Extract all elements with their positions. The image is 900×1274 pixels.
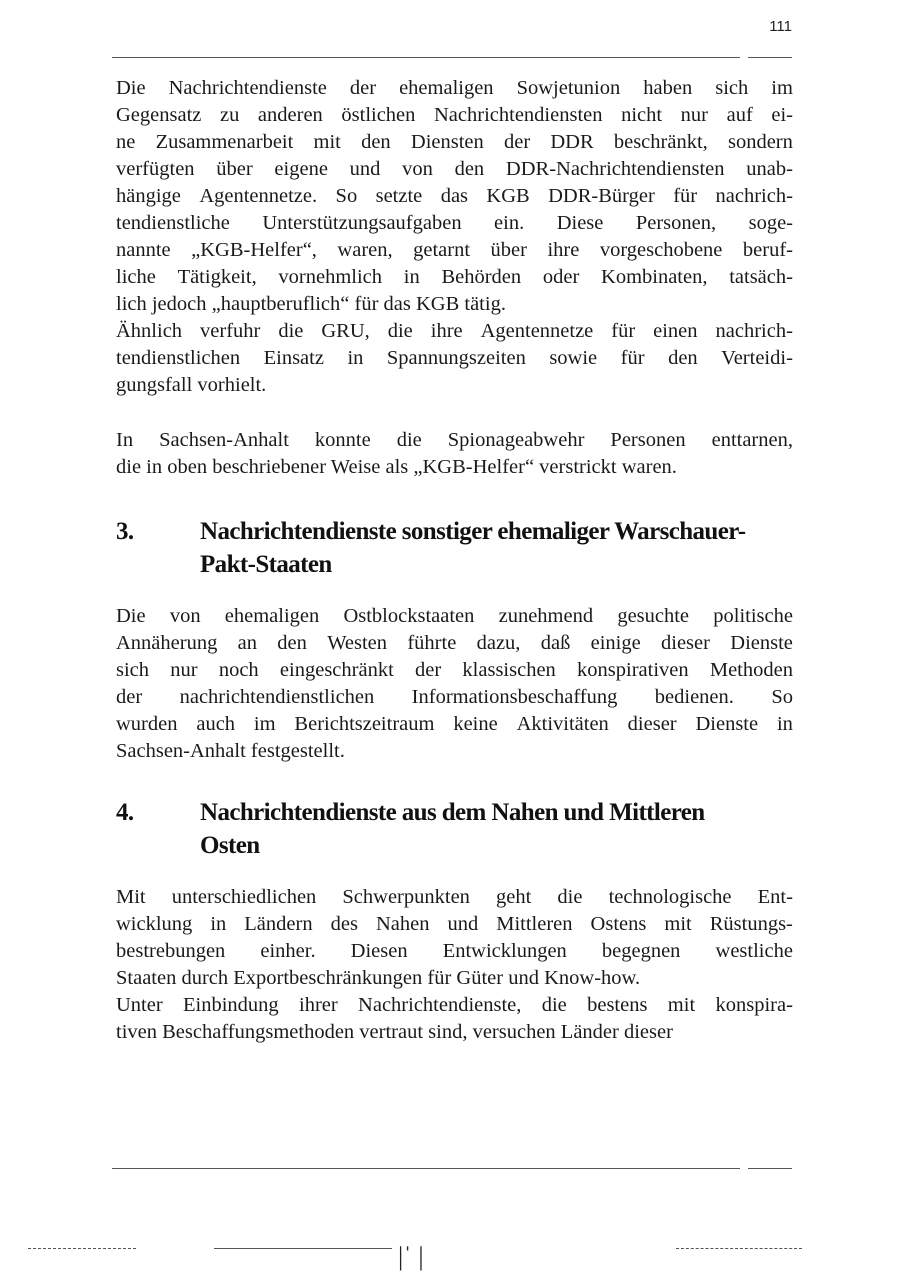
section-title: [200, 515, 800, 581]
paragraph-gru: [116, 318, 793, 399]
text-line: verfügten über eigene und von den DDR-Nachrichtendiensten unab-: [116, 158, 793, 180]
text-line: wurden auch im Berichtszeitraum keine Aktivitäten dieser Dienste in: [116, 713, 793, 735]
text-line: liche Tätigkeit, vornehmlich in Behörden oder Kombinaten, tatsäch-: [116, 266, 793, 288]
text-line: Gegensatz zu anderen östlichen Nachrichtendiensten nicht nur auf ei-: [116, 104, 793, 126]
paragraph-saxony-anhalt: [116, 427, 793, 481]
section-title-line: Nachrichtendienste sonstiger ehemaliger Warschauer-: [200, 518, 746, 545]
page-number: 111: [769, 18, 792, 35]
header-rule-right: [748, 57, 792, 58]
paragraph-eastern-bloc: [116, 603, 793, 765]
section-title-line: Pakt-Staaten: [200, 551, 332, 578]
text-line: Die von ehemaligen Ostblockstaaten zunehmend gesuchte politische: [116, 605, 793, 627]
paragraph-middle-east: [116, 884, 793, 992]
section-title-line: Osten: [200, 832, 260, 859]
section-title-line: Nachrichtendienste aus dem Nahen und Mittleren: [200, 799, 705, 826]
bottom-rule-right: [676, 1248, 802, 1249]
text-line: Annäherung an den Westen führte dazu, daß einige dieser Dienste: [116, 632, 793, 654]
text-line: der nachrichtendienstlichen Informationsbeschaffung bedienen. So: [116, 686, 793, 708]
text-line: wicklung in Ländern des Nahen und Mittleren Ostens mit Rüstungs-: [116, 913, 793, 935]
section-number: 4.: [116, 799, 134, 826]
text-line: Die Nachrichtendienste der ehemaligen Sowjetunion haben sich im: [116, 77, 793, 99]
bottom-rule-left: [28, 1248, 136, 1249]
section-title: [200, 796, 800, 862]
header-rule-left: [112, 57, 740, 58]
footer-rule-left: [112, 1168, 740, 1169]
text-line: Unter Einbindung ihrer Nachrichtendienste, die bestens mit konspira-: [116, 994, 793, 1016]
text-line: tendienstliche Unterstützungsaufgaben ein. Diese Personen, soge-: [116, 212, 793, 234]
footer-rule-right: [748, 1168, 792, 1169]
scan-margin-marks: |ˈ |: [398, 1242, 424, 1271]
text-line: tiven Beschaffungsmethoden vertraut sind, versuchen Länder dieser: [116, 1021, 673, 1043]
paragraph-soviet-services: [116, 75, 793, 318]
text-line: nannte „KGB-Helfer“, waren, getarnt über ihre vorgeschobene beruf-: [116, 239, 793, 261]
text-line: Sachsen-Anhalt festgestellt.: [116, 740, 345, 762]
text-line: hängige Agentennetze. So setzte das KGB DDR-Bürger für nachrich-: [116, 185, 793, 207]
text-line: bestrebungen einher. Diesen Entwicklungen begegnen westliche: [116, 940, 793, 962]
text-line: sich nur noch eingeschränkt der klassischen konspirativen Methoden: [116, 659, 793, 681]
text-line: Ähnlich verfuhr die GRU, die ihre Agentennetze für einen nachrich-: [116, 320, 793, 342]
bottom-rule-mid: [214, 1248, 392, 1249]
text-line: Staaten durch Exportbeschränkungen für Güter und Know-how.: [116, 967, 641, 989]
text-line: Mit unterschiedlichen Schwerpunkten geht die technologische Ent-: [116, 886, 793, 908]
text-line: tendienstlichen Einsatz in Spannungszeiten sowie für den Verteidi-: [116, 347, 793, 369]
text-line: lich jedoch „hauptberuflich“ für das KGB tätig.: [116, 293, 506, 315]
text-line: ne Zusammenarbeit mit den Diensten der DDR beschränkt, sondern: [116, 131, 793, 153]
text-line: gungsfall vorhielt.: [116, 374, 267, 396]
section-number: 3.: [116, 518, 134, 545]
paragraph-procurement: [116, 992, 793, 1046]
text-line: In Sachsen-Anhalt konnte die Spionageabwehr Personen enttarnen,: [116, 429, 793, 451]
text-line: die in oben beschriebener Weise als „KGB-Helfer“ verstrickt waren.: [116, 456, 677, 478]
